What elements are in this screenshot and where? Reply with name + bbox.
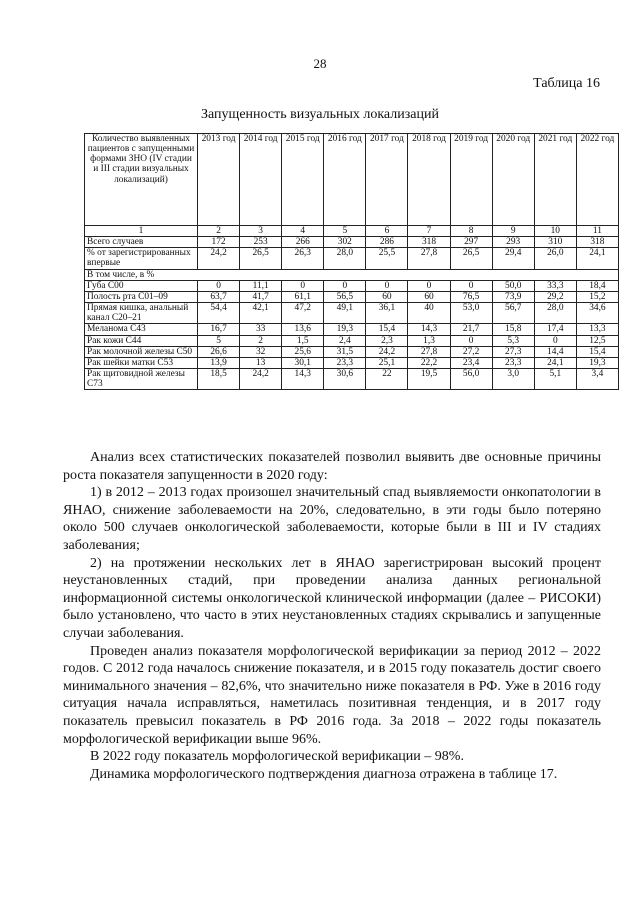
column-number: 6 [366, 226, 408, 237]
value-cell: 21,7 [450, 324, 492, 335]
value-cell: 5 [198, 335, 240, 346]
table-row [85, 303, 619, 324]
value-cell: 25,1 [366, 357, 408, 368]
value-cell: 24,1 [534, 357, 576, 368]
value-cell: 24,1 [576, 248, 618, 269]
row-label: Всего случаев [85, 237, 198, 248]
value-cell: 40 [408, 303, 450, 324]
value-cell: 22 [366, 369, 408, 390]
year-header: 2018 год [408, 134, 450, 226]
row-label: Прямая кишка, анальный канал С20–21 [85, 303, 198, 324]
table-row [85, 357, 619, 368]
column-number: 7 [408, 226, 450, 237]
value-cell: 31,5 [324, 346, 366, 357]
paragraph: Динамика морфологического подтверждения диагноза отражена в таблице 17. [90, 766, 558, 782]
value-cell: 26,0 [534, 248, 576, 269]
year-header: 2016 год [324, 134, 366, 226]
value-cell: 266 [282, 237, 324, 248]
value-cell: 25,5 [366, 248, 408, 269]
corner-header: Количество выявленных пациентов с запущенными формами ЗНО (IV стадии и III стадии визуальных локализаций) [85, 134, 198, 226]
value-cell: 49,1 [324, 303, 366, 324]
summary-rows [85, 237, 619, 269]
table-row [85, 346, 619, 357]
value-cell: 293 [492, 237, 534, 248]
column-number: 1 [85, 226, 198, 237]
value-cell: 41,7 [240, 291, 282, 302]
table-row [85, 291, 619, 302]
subheader-group [85, 269, 619, 280]
value-cell: 61,1 [282, 291, 324, 302]
value-cell: 253 [240, 237, 282, 248]
year-header: 2020 год [492, 134, 534, 226]
value-cell: 27,3 [492, 346, 534, 357]
table-row [85, 237, 619, 248]
value-cell: 27,8 [408, 248, 450, 269]
value-cell: 286 [366, 237, 408, 248]
value-cell: 23,3 [492, 357, 534, 368]
value-cell: 24,2 [198, 248, 240, 269]
column-number: 11 [576, 226, 618, 237]
row-label: Рак щитовидной железы С73 [85, 369, 198, 390]
value-cell: 29,4 [492, 248, 534, 269]
year-header: 2021 год [534, 134, 576, 226]
value-cell: 54,4 [198, 303, 240, 324]
value-cell: 56,5 [324, 291, 366, 302]
value-cell: 60 [408, 291, 450, 302]
value-cell: 15,2 [576, 291, 618, 302]
year-header: 2015 год [282, 134, 324, 226]
value-cell: 25,6 [282, 346, 324, 357]
year-header: 2019 год [450, 134, 492, 226]
value-cell: 47,2 [282, 303, 324, 324]
year-header: 2022 год [576, 134, 618, 226]
value-cell: 2,3 [366, 335, 408, 346]
table-label: Таблица 16 [533, 76, 600, 91]
value-cell: 3,0 [492, 369, 534, 390]
value-cell: 13,3 [576, 324, 618, 335]
value-cell: 36,1 [366, 303, 408, 324]
value-cell: 26,5 [450, 248, 492, 269]
value-cell: 11,1 [240, 280, 282, 291]
value-cell: 50,0 [492, 280, 534, 291]
value-cell: 14,4 [534, 346, 576, 357]
value-cell: 13 [240, 357, 282, 368]
value-cell: 0 [324, 280, 366, 291]
value-cell: 30,6 [324, 369, 366, 390]
value-cell: 0 [282, 280, 324, 291]
row-label: Губа С00 [85, 280, 198, 291]
value-cell: 0 [450, 335, 492, 346]
value-cell: 63,7 [198, 291, 240, 302]
value-cell: 12,5 [576, 335, 618, 346]
value-cell: 0 [450, 280, 492, 291]
value-cell: 24,2 [240, 369, 282, 390]
subheader-cell: В том числе, в % [85, 269, 619, 280]
value-cell: 73,9 [492, 291, 534, 302]
value-cell: 318 [576, 237, 618, 248]
value-cell: 26,5 [240, 248, 282, 269]
value-cell: 16,7 [198, 324, 240, 335]
page-number: 28 [313, 56, 327, 71]
value-cell: 297 [450, 237, 492, 248]
value-cell: 302 [324, 237, 366, 248]
table-row [85, 324, 619, 335]
table-title: Запущенность визуальных локализаций [201, 107, 439, 122]
value-cell: 15,4 [576, 346, 618, 357]
value-cell: 19,3 [324, 324, 366, 335]
value-cell: 34,6 [576, 303, 618, 324]
value-cell: 0 [198, 280, 240, 291]
value-cell: 3,4 [576, 369, 618, 390]
value-cell: 42,1 [240, 303, 282, 324]
neglect-table [84, 133, 619, 390]
row-label: Рак шейки матки С53 [85, 357, 198, 368]
paragraph: 2) на протяжении нескольких лет в ЯНАО зарегистрирован высокий процент неустановленных стадий, при проведении анализа данных региональной информационной системы онкологической клинической информации (далее – РИСОКИ) было установлено, что часто в этих неустановленных стадиях скрывались и запущенные случаи заболевания. [63, 555, 601, 641]
year-header: 2013 год [198, 134, 240, 226]
value-cell: 19,5 [408, 369, 450, 390]
column-number: 4 [282, 226, 324, 237]
value-cell: 13,6 [282, 324, 324, 335]
value-cell: 53,0 [450, 303, 492, 324]
value-cell: 26,3 [282, 248, 324, 269]
row-label: % от зарегистрированных впервые [85, 248, 198, 269]
value-cell: 56,7 [492, 303, 534, 324]
value-cell: 19,3 [576, 357, 618, 368]
value-cell: 14,3 [408, 324, 450, 335]
column-number: 9 [492, 226, 534, 237]
detail-rows [85, 280, 619, 390]
value-cell: 33 [240, 324, 282, 335]
value-cell: 26,6 [198, 346, 240, 357]
value-cell: 24,2 [366, 346, 408, 357]
column-number-row [85, 226, 619, 237]
body-text [63, 449, 601, 783]
value-cell: 0 [534, 335, 576, 346]
value-cell: 29,2 [534, 291, 576, 302]
table-row [85, 369, 619, 390]
value-cell: 15,4 [366, 324, 408, 335]
value-cell: 23,4 [450, 357, 492, 368]
subheader-row [85, 269, 619, 280]
row-label: Полость рта С01–09 [85, 291, 198, 302]
value-cell: 0 [366, 280, 408, 291]
column-number: 8 [450, 226, 492, 237]
value-cell: 30,1 [282, 357, 324, 368]
column-number: 2 [198, 226, 240, 237]
value-cell: 310 [534, 237, 576, 248]
value-cell: 27,2 [450, 346, 492, 357]
table-row [85, 280, 619, 291]
paragraph: Анализ всех статистических показателей позволил выявить две основные причины роста показателя запущенности в 2020 году: [63, 450, 601, 483]
year-header: 2014 год [240, 134, 282, 226]
value-cell: 1,3 [408, 335, 450, 346]
value-cell: 22,2 [408, 357, 450, 368]
column-number: 3 [240, 226, 282, 237]
column-number: 5 [324, 226, 366, 237]
value-cell: 15,8 [492, 324, 534, 335]
value-cell: 2 [240, 335, 282, 346]
value-cell: 13,9 [198, 357, 240, 368]
value-cell: 28,0 [324, 248, 366, 269]
paragraph: Проведен анализ показателя морфологической верификации за период 2012 – 2022 годов. С 2012 года началось снижение показателя, и в 2015 году показатель достиг своего минимального значения – 82,6%, что значительно ниже показателя в РФ. Уже в 2016 году ситуация начала исправляться, наметилась позитивная тенденция, и в 2017 году показатель превысил показатель в РФ 2016 года. За 2018 – 2022 годы показатель морфологической верификации выше 96%. [63, 643, 601, 747]
row-label: Меланома С43 [85, 324, 198, 335]
table-row [85, 335, 619, 346]
value-cell: 14,3 [282, 369, 324, 390]
value-cell: 33,3 [534, 280, 576, 291]
value-cell: 56,0 [450, 369, 492, 390]
value-cell: 172 [198, 237, 240, 248]
value-cell: 28,0 [534, 303, 576, 324]
value-cell: 2,4 [324, 335, 366, 346]
year-header: 2017 год [366, 134, 408, 226]
value-cell: 318 [408, 237, 450, 248]
paragraph: 1) в 2012 – 2013 годах произошел значительный спад выявляемости онкопатологии в ЯНАО, снижение заболеваемости на 20%, следовательно, в эти годы было потеряно около 500 случаев онкологической заболеваемости, которые были в III и IV стадиях заболевания; [63, 485, 601, 553]
value-cell: 18,5 [198, 369, 240, 390]
value-cell: 76,5 [450, 291, 492, 302]
row-label: Рак кожи С44 [85, 335, 198, 346]
header-row [85, 134, 619, 226]
value-cell: 5,3 [492, 335, 534, 346]
table-row [85, 248, 619, 269]
paragraph: В 2022 году показатель морфологической верификации – 98%. [90, 749, 464, 765]
row-label: Рак молочной железы С50 [85, 346, 198, 357]
value-cell: 17,4 [534, 324, 576, 335]
value-cell: 0 [408, 280, 450, 291]
value-cell: 18,4 [576, 280, 618, 291]
value-cell: 60 [366, 291, 408, 302]
value-cell: 32 [240, 346, 282, 357]
value-cell: 23,3 [324, 357, 366, 368]
column-number: 10 [534, 226, 576, 237]
value-cell: 27,8 [408, 346, 450, 357]
value-cell: 1,5 [282, 335, 324, 346]
value-cell: 5,1 [534, 369, 576, 390]
